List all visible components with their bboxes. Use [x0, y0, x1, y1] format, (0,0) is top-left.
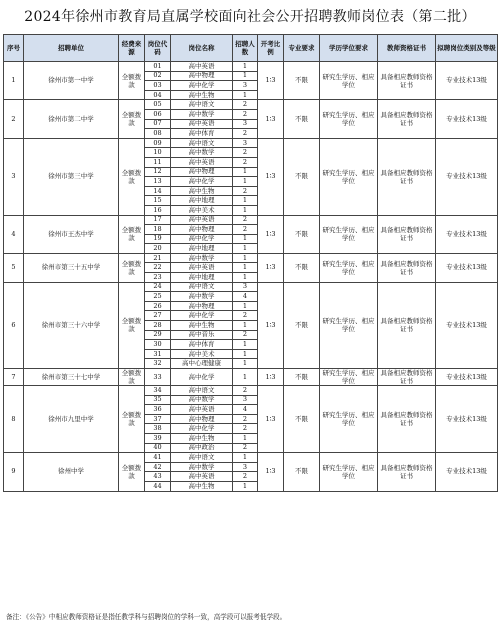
post-name-cell: 高中生物 — [171, 481, 233, 491]
serial-number-cell: 8 — [4, 386, 24, 453]
employer-cell: 徐州市九里中学 — [24, 386, 119, 453]
hire-count-cell: 3 — [233, 138, 258, 148]
post-code-cell: 18 — [145, 225, 171, 235]
table-row — [4, 386, 498, 396]
hire-count-cell: 1 — [233, 340, 258, 350]
teacher-certificate-cell: 具备相应教师资格证书 — [378, 253, 436, 282]
post-code-cell: 38 — [145, 424, 171, 434]
post-name-cell: 高中心理健康 — [171, 359, 233, 369]
post-code-cell: 36 — [145, 405, 171, 415]
education-requirement-cell: 研究生学历、相应学位 — [320, 453, 378, 491]
post-name-cell: 高中英语 — [171, 215, 233, 225]
serial-number-cell: 7 — [4, 369, 24, 386]
hire-count-cell: 2 — [233, 100, 258, 110]
post-code-cell: 05 — [145, 100, 171, 110]
exam-ratio-cell: 1∶3 — [258, 369, 284, 386]
column-header: 经费来源 — [119, 35, 145, 62]
major-requirement-cell: 不限 — [284, 62, 320, 100]
hire-count-cell: 2 — [233, 386, 258, 396]
hire-count-cell: 3 — [233, 81, 258, 91]
employer-cell: 徐州市第三十五中学 — [24, 253, 119, 282]
hire-count-cell: 1 — [233, 244, 258, 254]
hire-count-cell: 4 — [233, 405, 258, 415]
table-row — [4, 138, 498, 148]
table-header-row — [4, 35, 498, 62]
employer-cell: 徐州中学 — [24, 453, 119, 491]
education-requirement-cell: 研究生学历、相应学位 — [320, 386, 378, 453]
post-code-cell: 06 — [145, 109, 171, 119]
hire-count-cell: 1 — [233, 177, 258, 187]
post-code-cell: 21 — [145, 253, 171, 263]
post-name-cell: 高中英语 — [171, 119, 233, 129]
hire-count-cell: 2 — [233, 109, 258, 119]
hire-count-cell: 2 — [233, 311, 258, 321]
column-header: 招聘单位 — [24, 35, 119, 62]
post-name-cell: 高中语文 — [171, 138, 233, 148]
hire-count-cell: 1 — [233, 167, 258, 177]
major-requirement-cell: 不限 — [284, 282, 320, 368]
post-code-cell: 11 — [145, 157, 171, 167]
post-code-cell: 34 — [145, 386, 171, 396]
column-header: 教师资格证书 — [378, 35, 436, 62]
position-level-cell: 专业技术13级 — [436, 62, 498, 100]
post-name-cell: 高中体育 — [171, 340, 233, 350]
post-code-cell: 24 — [145, 282, 171, 292]
post-code-cell: 44 — [145, 481, 171, 491]
column-header: 岗位名称 — [171, 35, 233, 62]
hire-count-cell: 2 — [233, 148, 258, 158]
hire-count-cell: 1 — [233, 62, 258, 72]
post-name-cell: 高中数学 — [171, 148, 233, 158]
post-name-cell: 高中地理 — [171, 273, 233, 283]
serial-number-cell: 6 — [4, 282, 24, 368]
employer-cell: 徐州市第三中学 — [24, 138, 119, 215]
post-name-cell: 高中化学 — [171, 81, 233, 91]
post-code-cell: 03 — [145, 81, 171, 91]
post-name-cell: 高中数学 — [171, 253, 233, 263]
post-name-cell: 高中化学 — [171, 177, 233, 187]
hire-count-cell: 2 — [233, 186, 258, 196]
hire-count-cell: 1 — [233, 321, 258, 331]
post-name-cell: 高中化学 — [171, 369, 233, 386]
major-requirement-cell: 不限 — [284, 369, 320, 386]
serial-number-cell: 9 — [4, 453, 24, 491]
exam-ratio-cell: 1∶3 — [258, 282, 284, 368]
post-name-cell: 高中英语 — [171, 62, 233, 72]
education-requirement-cell: 研究生学历、相应学位 — [320, 62, 378, 100]
employer-cell: 徐州市第二中学 — [24, 100, 119, 138]
hire-count-cell: 4 — [233, 292, 258, 302]
hire-count-cell: 1 — [233, 196, 258, 206]
hire-count-cell: 2 — [233, 443, 258, 453]
post-name-cell: 高中数学 — [171, 292, 233, 302]
hire-count-cell: 1 — [233, 369, 258, 386]
funding-source-cell: 全额拨款 — [119, 369, 145, 386]
position-level-cell: 专业技术13级 — [436, 453, 498, 491]
hire-count-cell: 3 — [233, 282, 258, 292]
education-requirement-cell: 研究生学历、相应学位 — [320, 369, 378, 386]
exam-ratio-cell: 1∶3 — [258, 453, 284, 491]
post-name-cell: 高中政治 — [171, 443, 233, 453]
teacher-certificate-cell: 具备相应教师资格证书 — [378, 138, 436, 215]
hire-count-cell: 1 — [233, 234, 258, 244]
hire-count-cell: 2 — [233, 215, 258, 225]
table-row — [4, 453, 498, 463]
teacher-certificate-cell: 具备相应教师资格证书 — [378, 215, 436, 253]
hire-count-cell: 3 — [233, 462, 258, 472]
post-code-cell: 14 — [145, 186, 171, 196]
teacher-certificate-cell: 具备相应教师资格证书 — [378, 386, 436, 453]
hire-count-cell: 1 — [233, 71, 258, 81]
post-code-cell: 02 — [145, 71, 171, 81]
hire-count-cell: 1 — [233, 263, 258, 273]
exam-ratio-cell: 1∶3 — [258, 253, 284, 282]
employer-cell: 徐州市第一中学 — [24, 62, 119, 100]
post-name-cell: 高中体育 — [171, 129, 233, 139]
position-level-cell: 专业技术13级 — [436, 386, 498, 453]
post-name-cell: 高中语文 — [171, 100, 233, 110]
exam-ratio-cell: 1∶3 — [258, 62, 284, 100]
hire-count-cell: 1 — [233, 359, 258, 369]
post-name-cell: 高中生物 — [171, 186, 233, 196]
post-name-cell: 高中生物 — [171, 90, 233, 100]
table-row — [4, 253, 498, 263]
post-code-cell: 41 — [145, 453, 171, 463]
hire-count-cell: 2 — [233, 330, 258, 340]
post-name-cell: 高中英语 — [171, 472, 233, 482]
post-name-cell: 高中物理 — [171, 301, 233, 311]
post-name-cell: 高中数学 — [171, 109, 233, 119]
teacher-certificate-cell: 具备相应教师资格证书 — [378, 453, 436, 491]
column-header: 岗位代码 — [145, 35, 171, 62]
exam-ratio-cell: 1∶3 — [258, 138, 284, 215]
hire-count-cell: 2 — [233, 424, 258, 434]
hire-count-cell: 2 — [233, 414, 258, 424]
funding-source-cell: 全额拨款 — [119, 253, 145, 282]
post-code-cell: 28 — [145, 321, 171, 331]
hire-count-cell: 1 — [233, 481, 258, 491]
post-code-cell: 25 — [145, 292, 171, 302]
teacher-certificate-cell: 具备相应教师资格证书 — [378, 62, 436, 100]
position-level-cell: 专业技术13级 — [436, 253, 498, 282]
column-header: 招聘人数 — [233, 35, 258, 62]
exam-ratio-cell: 1∶3 — [258, 386, 284, 453]
post-name-cell: 高中化学 — [171, 311, 233, 321]
major-requirement-cell: 不限 — [284, 453, 320, 491]
post-code-cell: 13 — [145, 177, 171, 187]
post-code-cell: 42 — [145, 462, 171, 472]
post-name-cell: 高中生物 — [171, 321, 233, 331]
hire-count-cell: 2 — [233, 225, 258, 235]
post-code-cell: 39 — [145, 433, 171, 443]
funding-source-cell: 全额拨款 — [119, 100, 145, 138]
footnote: 备注：《公告》中相应教师资格证是指任教学科与招聘岗位的学科一致，高学段可以报考低学段。 — [6, 613, 287, 621]
funding-source-cell: 全额拨款 — [119, 62, 145, 100]
post-name-cell: 高中音乐 — [171, 330, 233, 340]
hire-count-cell: 2 — [233, 472, 258, 482]
post-code-cell: 12 — [145, 167, 171, 177]
column-header: 开考比例 — [258, 35, 284, 62]
teacher-certificate-cell: 具备相应教师资格证书 — [378, 282, 436, 368]
post-code-cell: 35 — [145, 395, 171, 405]
post-name-cell: 高中数学 — [171, 395, 233, 405]
teacher-certificate-cell: 具备相应教师资格证书 — [378, 369, 436, 386]
position-level-cell: 专业技术13级 — [436, 282, 498, 368]
hire-count-cell: 1 — [233, 453, 258, 463]
hire-count-cell: 3 — [233, 395, 258, 405]
post-name-cell: 高中数学 — [171, 462, 233, 472]
serial-number-cell: 4 — [4, 215, 24, 253]
education-requirement-cell: 研究生学历、相应学位 — [320, 253, 378, 282]
post-name-cell: 高中物理 — [171, 167, 233, 177]
funding-source-cell: 全额拨款 — [119, 453, 145, 491]
post-code-cell: 29 — [145, 330, 171, 340]
serial-number-cell: 3 — [4, 138, 24, 215]
major-requirement-cell: 不限 — [284, 253, 320, 282]
hire-count-cell: 1 — [233, 90, 258, 100]
table-row — [4, 215, 498, 225]
post-code-cell: 20 — [145, 244, 171, 254]
hire-count-cell: 1 — [233, 205, 258, 215]
exam-ratio-cell: 1∶3 — [258, 215, 284, 253]
education-requirement-cell: 研究生学历、相应学位 — [320, 100, 378, 138]
post-code-cell: 01 — [145, 62, 171, 72]
hire-count-cell: 2 — [233, 129, 258, 139]
major-requirement-cell: 不限 — [284, 138, 320, 215]
hire-count-cell: 1 — [233, 301, 258, 311]
hire-count-cell: 1 — [233, 253, 258, 263]
post-code-cell: 08 — [145, 129, 171, 139]
hire-count-cell: 2 — [233, 157, 258, 167]
column-header: 学历学位要求 — [320, 35, 378, 62]
funding-source-cell: 全额拨款 — [119, 138, 145, 215]
column-header: 专业要求 — [284, 35, 320, 62]
serial-number-cell: 1 — [4, 62, 24, 100]
post-code-cell: 30 — [145, 340, 171, 350]
table-row — [4, 369, 498, 386]
post-code-cell: 16 — [145, 205, 171, 215]
post-name-cell: 高中语文 — [171, 282, 233, 292]
hire-count-cell: 1 — [233, 433, 258, 443]
post-name-cell: 高中化学 — [171, 424, 233, 434]
post-name-cell: 高中地理 — [171, 196, 233, 206]
column-header: 序号 — [4, 35, 24, 62]
major-requirement-cell: 不限 — [284, 386, 320, 453]
post-name-cell: 高中英语 — [171, 263, 233, 273]
post-code-cell: 15 — [145, 196, 171, 206]
position-level-cell: 专业技术13级 — [436, 138, 498, 215]
post-code-cell: 31 — [145, 349, 171, 359]
post-name-cell: 高中语文 — [171, 386, 233, 396]
column-header: 拟聘岗位类别及等级 — [436, 35, 498, 62]
funding-source-cell: 全额拨款 — [119, 215, 145, 253]
table-row — [4, 100, 498, 110]
job-table-container — [3, 34, 497, 492]
post-code-cell: 37 — [145, 414, 171, 424]
post-code-cell: 23 — [145, 273, 171, 283]
post-code-cell: 10 — [145, 148, 171, 158]
table-row — [4, 282, 498, 292]
post-name-cell: 高中生物 — [171, 433, 233, 443]
education-requirement-cell: 研究生学历、相应学位 — [320, 138, 378, 215]
post-code-cell: 04 — [145, 90, 171, 100]
table-body — [4, 62, 498, 492]
education-requirement-cell: 研究生学历、相应学位 — [320, 215, 378, 253]
table-row — [4, 62, 498, 72]
hire-count-cell: 1 — [233, 349, 258, 359]
post-code-cell: 26 — [145, 301, 171, 311]
position-level-cell: 专业技术13级 — [436, 100, 498, 138]
post-code-cell: 07 — [145, 119, 171, 129]
post-name-cell: 高中地理 — [171, 244, 233, 254]
post-code-cell: 40 — [145, 443, 171, 453]
post-code-cell: 09 — [145, 138, 171, 148]
employer-cell: 徐州市王杰中学 — [24, 215, 119, 253]
hire-count-cell: 1 — [233, 273, 258, 283]
major-requirement-cell: 不限 — [284, 215, 320, 253]
post-code-cell: 43 — [145, 472, 171, 482]
post-name-cell: 高中物理 — [171, 414, 233, 424]
post-name-cell: 高中美术 — [171, 349, 233, 359]
employer-cell: 徐州市第三十六中学 — [24, 282, 119, 368]
post-code-cell: 33 — [145, 369, 171, 386]
serial-number-cell: 2 — [4, 100, 24, 138]
job-table — [3, 34, 498, 492]
employer-cell: 徐州市第三十七中学 — [24, 369, 119, 386]
teacher-certificate-cell: 具备相应教师资格证书 — [378, 100, 436, 138]
post-name-cell: 高中英语 — [171, 405, 233, 415]
post-name-cell: 高中语文 — [171, 453, 233, 463]
major-requirement-cell: 不限 — [284, 100, 320, 138]
funding-source-cell: 全额拨款 — [119, 386, 145, 453]
post-name-cell: 高中物理 — [171, 225, 233, 235]
post-code-cell: 19 — [145, 234, 171, 244]
position-level-cell: 专业技术13级 — [436, 215, 498, 253]
post-name-cell: 高中化学 — [171, 234, 233, 244]
position-level-cell: 专业技术13级 — [436, 369, 498, 386]
post-code-cell: 17 — [145, 215, 171, 225]
post-name-cell: 高中美术 — [171, 205, 233, 215]
post-code-cell: 22 — [145, 263, 171, 273]
post-code-cell: 32 — [145, 359, 171, 369]
serial-number-cell: 5 — [4, 253, 24, 282]
page-title: 2024年徐州市教育局直属学校面向社会公开招聘教师岗位表（第二批） — [24, 9, 476, 25]
hire-count-cell: 3 — [233, 119, 258, 129]
post-name-cell: 高中物理 — [171, 71, 233, 81]
exam-ratio-cell: 1∶3 — [258, 100, 284, 138]
post-name-cell: 高中英语 — [171, 157, 233, 167]
education-requirement-cell: 研究生学历、相应学位 — [320, 282, 378, 368]
post-code-cell: 27 — [145, 311, 171, 321]
funding-source-cell: 全额拨款 — [119, 282, 145, 368]
